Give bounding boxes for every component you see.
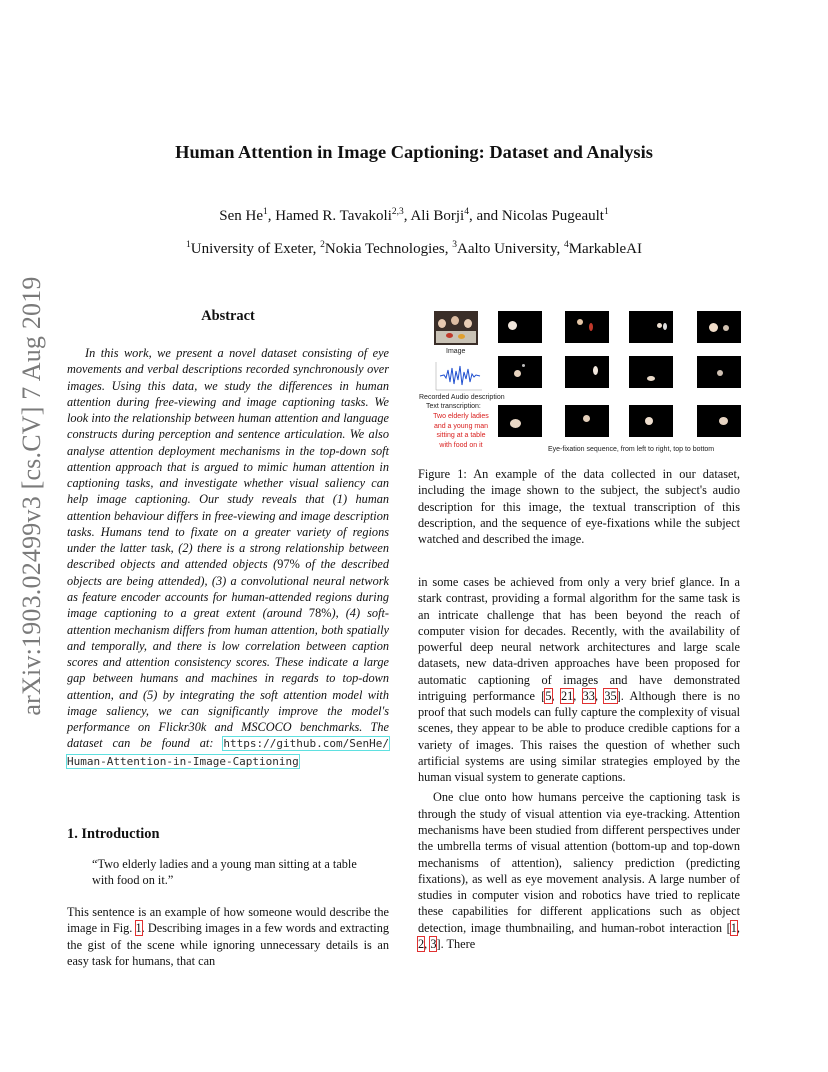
figure-source-image: [434, 311, 478, 345]
section-heading-introduction: 1. Introduction: [67, 826, 160, 842]
arxiv-identifier: [10, 276, 54, 716]
author-affiliation-mark: 1: [263, 207, 268, 217]
affiliation-list: $^1$University of Exeter, $^2$Nokia Technologies, $^3$Aalto University, $^4$MarkableAI: [185, 240, 643, 257]
transcription-line: with food on it: [439, 441, 483, 449]
transcription-line: sitting at a table: [436, 432, 486, 440]
arxiv-identifier-text: arXiv:1903.02499v3 [cs.CV] 7 Aug 2019: [17, 276, 46, 716]
figure-image-label: Image: [446, 348, 466, 355]
figure-audio-label: Recorded Audio description: [419, 394, 505, 401]
citation-link[interactable]: 33: [582, 688, 595, 703]
author-list: Sen He$^1$, Hamed R. Tavakoli$^{2,3}$, Ali Borji$^4$, and Nicolas Pugeault$^1$: [219, 207, 609, 224]
author-affiliation-mark: 4: [464, 207, 469, 217]
paper-title: Human Attention in Image Captioning: Dataset and Analysis: [175, 142, 653, 162]
abstract-text: [67, 345, 389, 770]
intro-text: [67, 904, 389, 969]
citation-link[interactable]: 35: [604, 688, 617, 703]
citation-link[interactable]: 1: [730, 920, 737, 935]
fixation-frame: [629, 356, 673, 388]
dataset-link-part-1[interactable]: https://github.com/SenHe/: [223, 737, 389, 751]
abstract-body-1: In this work, we present a novel dataset consisting of eye movements and verbal descriptions recorded synchronously over images. Using this data, we study the differences in human attention during free-viewing and image captioning tasks. We look into the relationship between human attention and language constructs during perception and sentence articulation. We also analyse attention deployment mechanisms in the top-down soft attention approach that is argued to mimic human attention in captioning tasks, and investigate whether visual saliency can help image captioning. Our study reveals that (1) human attention behaviour differs in free-viewing and image description tasks. Humans tend to fixate on a greater variety of regions under the latter task, (2) there is a strong relationship between described objects and attended objects (: [67, 346, 389, 572]
figure-1: [416, 305, 756, 457]
affiliation-name: Aalto University: [457, 241, 557, 257]
fixation-frame: [697, 311, 741, 343]
fixation-frame: [629, 311, 673, 343]
figure-transcription-text: [418, 412, 504, 450]
abstract-heading: Abstract: [201, 308, 255, 324]
affiliation-mark: 3: [452, 240, 458, 250]
fixation-frame: [498, 356, 542, 388]
paragraph-text: ]. There: [436, 936, 476, 951]
audio-waveform-plot: [434, 360, 484, 392]
fixation-frame: [629, 405, 673, 437]
figure-transcription-label: Text transcription:: [426, 403, 481, 410]
fixation-frame: [565, 311, 609, 343]
affiliation-mark: 1: [185, 240, 191, 250]
abstract-body-3: ), (4) soft-attention mechanism differs from human attention, both spatially and temporally, and there is low correlation between caption scores and attention consistency scores. These indicate a large gap between humans and machines in regards to top-down attention, and (5) by integrating the soft attention model with image saliency, we can significantly improve the model's performance on Flickr30k and MSCOCO benchmarks. The dataset can be found at:: [67, 606, 389, 751]
fixation-frame: [697, 405, 741, 437]
paragraph-text: ]. Although there is no proof that such models can fully capture the complexity of visual scenes, they appear to be able to produce credible captions for a variety of images. This raises the question of whether such artificial systems are using similar strategies employed by the human visual system to generate captions.: [418, 688, 740, 785]
fixation-frame: [697, 356, 741, 388]
citation-link[interactable]: 2: [418, 936, 425, 951]
fixation-frame: [498, 405, 542, 437]
abstract-pct-1: 97%: [277, 557, 300, 572]
figure-reference-link[interactable]: 1: [135, 921, 142, 936]
affiliation-mark: 4: [563, 240, 569, 250]
intro-continued-text: [418, 574, 740, 952]
author-affiliation-mark: 1: [603, 207, 609, 217]
affiliation-name: MarkableAI: [568, 241, 643, 257]
affiliation-name: Nokia Technologies: [324, 241, 445, 257]
citation-link[interactable]: 3: [430, 936, 437, 951]
transcription-line: Two elderly ladies: [433, 413, 489, 420]
fixation-frame: [565, 405, 609, 437]
paragraph-text: in some cases be achieved from only a very brief glance. In a stark contrast, providing a formal algorithm for the same task is an intricate challenge that has been beyond the reach of computer vision for decades. Recently, with the availability of powerful deep neural network architectures and large scale datasets, new data-driven approaches have been proposed for automatic captioning of images and have demonstrated intriguing performance [: [418, 575, 740, 703]
author-name: Sen He: [219, 208, 264, 224]
abstract-body-2: of the described objects are being attended), (3) a convolutional neural network as feature encoder accounts for human-attended regions during image captioning to a great extent (around: [67, 557, 389, 621]
author-affiliation-mark: 2,3: [391, 207, 404, 217]
intro-quote: “Two elderly ladies and a young man sitting at a table with food on it.”: [92, 857, 357, 888]
fixation-frame: [565, 356, 609, 388]
affiliation-mark: 2: [320, 240, 325, 250]
figure-1-caption: Figure 1: An example of the data collected in our dataset, including the image shown to the subject, the subject's audio description for this image, the textual transcription of this description, and the sequence of eye-fixations while the subject watched and described the image.: [418, 467, 740, 547]
author-name: Hamed R. Tavakoli: [275, 208, 392, 224]
intro-body-2: . Describing images in a few words and extracting the gist of the scene while ignoring unnecessary details is an easy task for humans, that can: [67, 921, 390, 968]
dataset-link-part-2[interactable]: Human-Attention-in-Image-Captioning: [67, 754, 299, 768]
intro-body-1: This sentence is an example of how someone would describe the image in Fig.: [67, 905, 389, 936]
citation-link[interactable]: 5: [545, 688, 552, 703]
transcription-line: and a young man: [433, 422, 489, 430]
figure-sequence-label: Eye-fixation sequence, from left to right, top to bottom: [548, 446, 715, 453]
author-name: Ali Borji: [410, 208, 465, 224]
paragraph-text: One clue onto how humans perceive the captioning task is through the study of visual attention via eye-tracking. Attention mechanisms have been studied from different perspectives under the umbrella terms of visual attention (bottom-up and top-down mechanisms of attention), saliency prediction (predicting fixations), as well as eye movement analysis. A large number of studies in computer vision and robotics have tried to replicate these capabilities for different applications such as object detection, image thumbnailing, and human-robot interaction [: [418, 790, 740, 935]
abstract-pct-2: 78%: [308, 606, 332, 621]
paragraph: in some cases be achieved from only a very brief glance. In a stark contrast, providing a formal algorithm for the same task is an intricate challenge that has been beyond the reach of computer vision for decades. Recently, with the availability of powerful deep neural network architectures and large scale datasets, new data-driven approaches have been proposed for automatic captioning of images and have demonstrated intriguing performance [5, 21, 33, 35]. Although there is no proof that such models can fully capture the complexity of visual scenes, they appear to be able to produce credible captions for a variety of images. This raises the question of whether such artificial systems are using similar strategies employed by the human visual system to generate captions.: [418, 575, 740, 785]
citation-link[interactable]: 21: [560, 688, 574, 703]
author-name: Nicolas Pugeault: [501, 208, 604, 224]
affiliation-name: University of Exeter: [190, 241, 313, 257]
paragraph: One clue onto how humans perceive the captioning task is through the study of visual attention via eye-tracking. Attention mechanisms have been studied from different perspectives under the umbrella terms of visual attention (bottom-up and top-down mechanisms of attention), saliency prediction (predicting fixations), as well as eye movement analysis. A large number of studies in computer vision and robotics have tried to replicate these capabilities for different applications such as object detection, image thumbnailing, and human-robot interaction [1, 2, 3]. There: [418, 790, 740, 951]
fixation-frame: [498, 311, 542, 343]
